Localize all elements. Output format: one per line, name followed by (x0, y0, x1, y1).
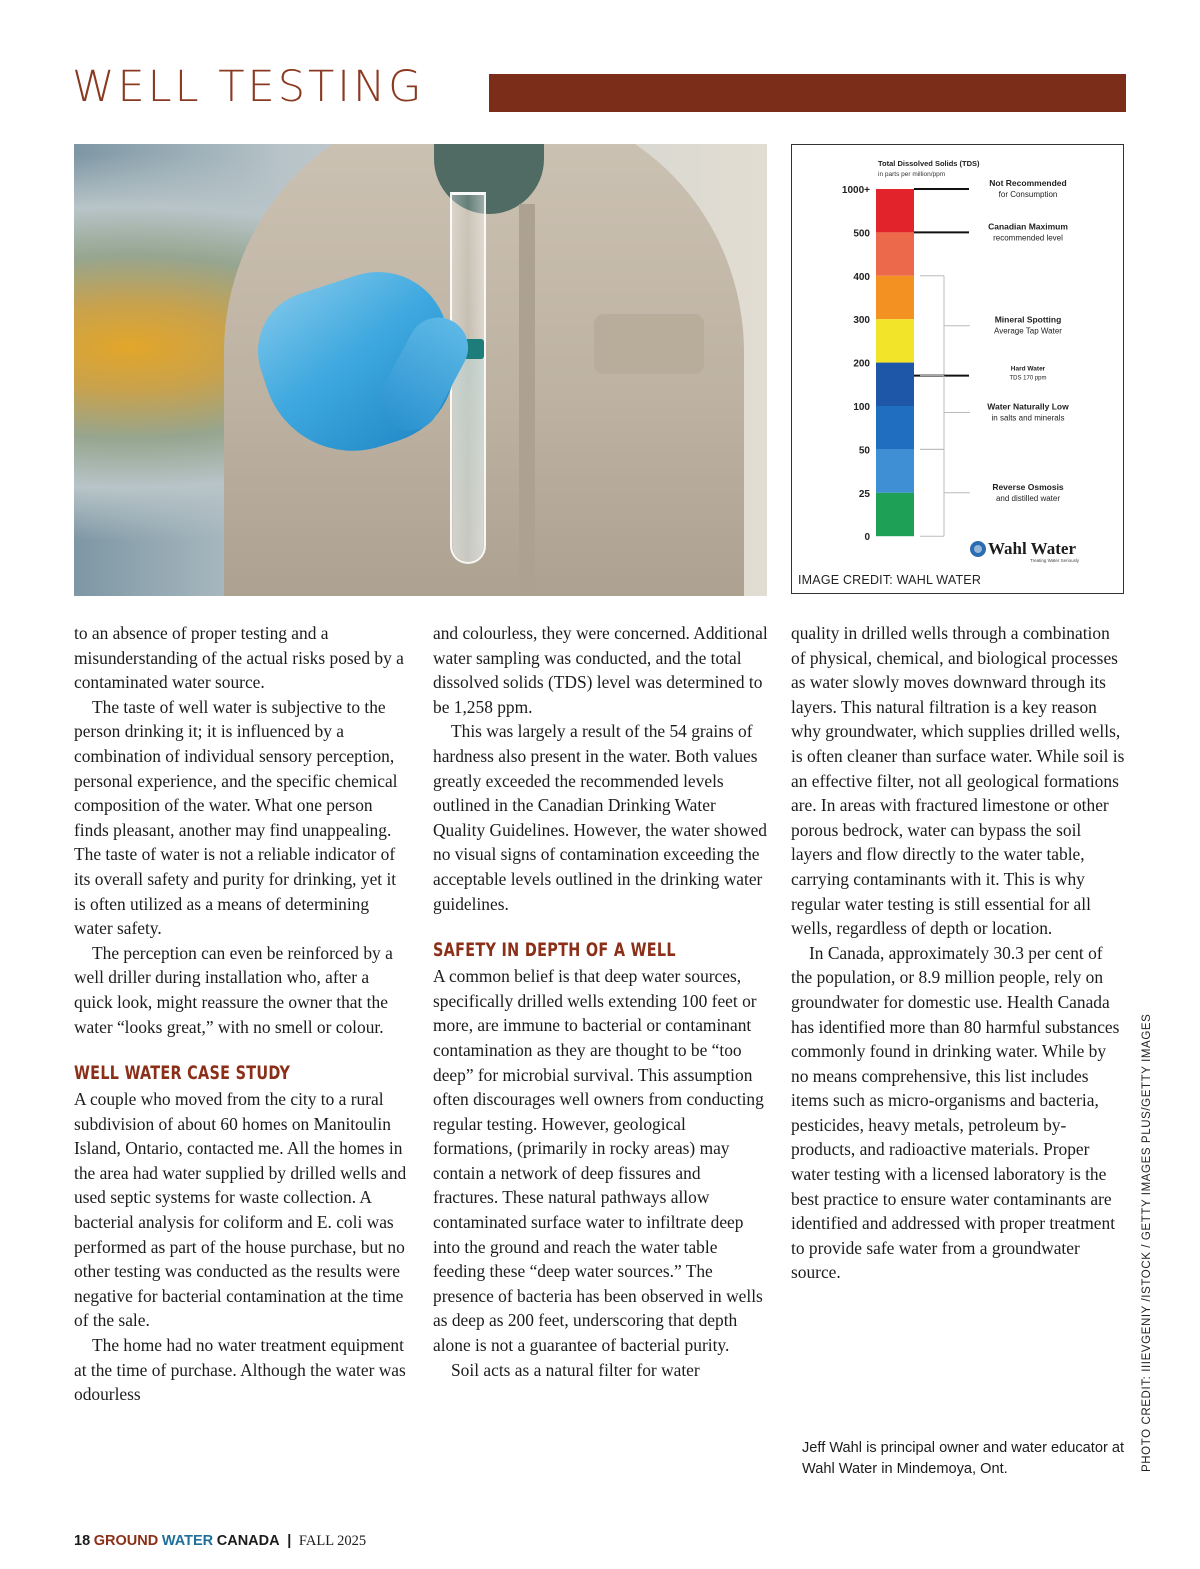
annotation-label: Canadian Maximum (988, 221, 1068, 232)
tds-band-0-25 (876, 493, 914, 536)
magazine-name-canada: CANADA (216, 1533, 280, 1549)
tds-band-300-400 (876, 276, 914, 319)
article-column-2 (433, 621, 768, 1382)
paragraph: A couple who moved from the city to a rural subdivision of about 60 homes on Manitoulin Island, Ontario, contacted me. All the homes in the area had water supplied by drilled wells and used septic systems for waste collection. A bacterial analysis for coliform and E. coli was performed as part of the house purchase, but no other testing was conducted as the results were negative for bacterial contamination at the time of the sale. (74, 1089, 407, 1331)
tds-level-label: 300 (853, 315, 870, 327)
section-title: WELL TESTING (72, 62, 425, 112)
article-column-1 (74, 621, 409, 1407)
placket-shape (519, 204, 535, 594)
annotation-label: Reverse Osmosis (992, 481, 1064, 492)
tds-band-500-1000+ (876, 189, 914, 232)
paragraph: quality in drilled wells through a combination of physical, chemical, and biological processes as water slowly moves downward through its layers. This natural filtration is a key reason why groundwater, which supplies drilled wells, is often cleaner than surface water. While soil is an effective filter, not all geological formations are. In areas with fractured limestone or other porous bedrock, water can bypass the soil layers and flow directly to the water table, carrying contaminants with it. This is why regular water testing is still essential for all wells, regardless of depth or location. (791, 623, 1125, 939)
photo-credit: PHOTO CREDIT: IIIEVGENIY /ISTOCK / GETTY IMAGES PLUS/GETTY IMAGES (1141, 1013, 1153, 1472)
tds-level-label: 500 (853, 228, 870, 240)
tds-chart (791, 144, 1124, 594)
wahl-logo-icon-inner (974, 545, 982, 553)
issue-date: FALL 2025 (298, 1533, 367, 1549)
subheading-case-study: WELL WATER CASE STUDY (74, 1061, 291, 1084)
tds-level-label: 400 (853, 271, 870, 283)
tds-band-400-500 (876, 232, 914, 275)
paragraph: The home had no water treatment equipment at the time of purchase. Although the water was odourless (74, 1335, 406, 1405)
subheading-safety-depth: SAFETY IN DEPTH OF A WELL (433, 938, 676, 961)
paragraph: In Canada, approximately 30.3 per cent of the population, or 8.9 million people, rely on groundwater for domestic use. Health Canada has identified more than 80 harmful substances commonly found in drinking water. While by no means comprehensive, this list includes items such as micro-organisms and bacteria, pesticides, heavy metals, petroleum by-products, and radioactive materials. Proper water testing with a licensed laboratory is the best practice to ensure water contaminants are identified and addressed with proper treatment to provide safe water from a groundwater source. (791, 942, 1120, 1283)
paragraph: Soil acts as a natural filter for water (451, 1359, 700, 1380)
tds-band-100-200 (876, 363, 914, 406)
tds-band-25-50 (876, 449, 914, 492)
tds-level-label: 50 (858, 445, 870, 457)
tds-chart-svg (792, 145, 1123, 565)
annotation-label: Hard Water (1010, 365, 1046, 373)
paragraph: and colourless, they were concerned. Additional water sampling was conducted, and the total dissolved solids (TDS) level was determined to be 1,258 ppm. (433, 623, 768, 717)
tds-level-label: 1000+ (841, 185, 870, 196)
chart-title: Total Dissolved Solids (TDS) (878, 159, 980, 168)
annotation-sublabel: TDS 170 ppm (1009, 375, 1047, 382)
footer-separator: | (287, 1533, 292, 1549)
page-footer (74, 1533, 366, 1550)
annotation-sublabel: for Consumption (998, 190, 1058, 199)
annotation-label: Not Recommended (989, 178, 1067, 188)
magazine-name-water: WATER (161, 1533, 214, 1549)
annotation-sublabel: in salts and minerals (991, 413, 1065, 423)
annotation-label: Water Naturally Low (987, 401, 1069, 412)
tube-water (453, 359, 483, 562)
tds-level-label: 0 (864, 532, 870, 544)
tds-band-50-100 (876, 406, 914, 449)
test-tube-photo (74, 144, 767, 596)
annotation-label: Mineral Spotting (994, 314, 1062, 325)
paragraph: A common belief is that deep water sources, specifically drilled wells extending 100 feet or more, are immune to bacterial or contaminant contamination as they are thought to be “too deep” for microbial survival. This assumption often discourages well owners from conducting regular testing. However, geological formations, (primarily in rocky areas) may contain a network of deep fissures and fractures. These natural pathways allow contaminated surface water to infiltrate deep into the ground and reach the water table feeding these “deep water sources.” The presence of bacteria has been observed in wells as deep as 200 feet, underscoring that depth alone is not a guarantee of bacterial purity. (433, 966, 764, 1356)
wahl-water-logo (970, 539, 1080, 563)
chart-subtitle: in parts per million/ppm (878, 171, 946, 178)
tds-band-200-300 (876, 319, 914, 362)
author-bio: Jeff Wahl is principal owner and water educator at Wahl Water in Mindemoya, Ont. (802, 1440, 1125, 1477)
tds-level-label: 25 (858, 488, 870, 500)
page-number: 18 (74, 1533, 91, 1549)
annotation-sublabel: and distilled water (995, 493, 1061, 503)
paragraph: The perception can even be reinforced by a well driller during installation who, after a quick look, might reassure the owner that the water “looks great,” with no smell or colour. (74, 942, 393, 1037)
tds-level-label: 200 (853, 358, 870, 370)
pocket-shape (594, 314, 704, 374)
paragraph: This was largely a result of the 54 grains of hardness also present in the water. Both values greatly exceeded the recommended levels outlined in the Canadian Drinking Water Quality Guidelines. However, the water showed no visual signs of contamination exceeding the acceptable levels outlined in the drinking water guidelines. (433, 721, 767, 914)
tds-annotations (914, 178, 1069, 536)
paragraph: The taste of well water is subjective to the person drinking it; it is influenced by a combination of individual sensory perception, personal experience, and the specific chemical composition of the water. What one person finds pleasant, another may find unappealing. The taste of water is not a reliable indicator of its overall safety and purity for drinking, yet it is often utilized as a means of determining water safety. (74, 696, 398, 939)
magazine-name-ground: GROUND (93, 1533, 159, 1549)
wahl-logo-tagline: Treating Water Seriously (1030, 558, 1080, 563)
chart-image-credit: IMAGE CREDIT: WAHL WATER (798, 573, 982, 587)
tds-bands (876, 189, 914, 536)
header-accent-bar (489, 74, 1126, 112)
tds-level-labels (842, 185, 871, 543)
annotation-sublabel: recommended level (993, 233, 1063, 243)
paragraph: to an absence of proper testing and a misunderstanding of the actual risks posed by a contaminated water source. (74, 623, 404, 693)
annotation-sublabel: Average Tap Water (994, 326, 1062, 336)
article-column-3 (791, 621, 1126, 1285)
tds-level-label: 100 (853, 402, 870, 413)
wahl-logo-name: Wahl Water (988, 539, 1076, 558)
